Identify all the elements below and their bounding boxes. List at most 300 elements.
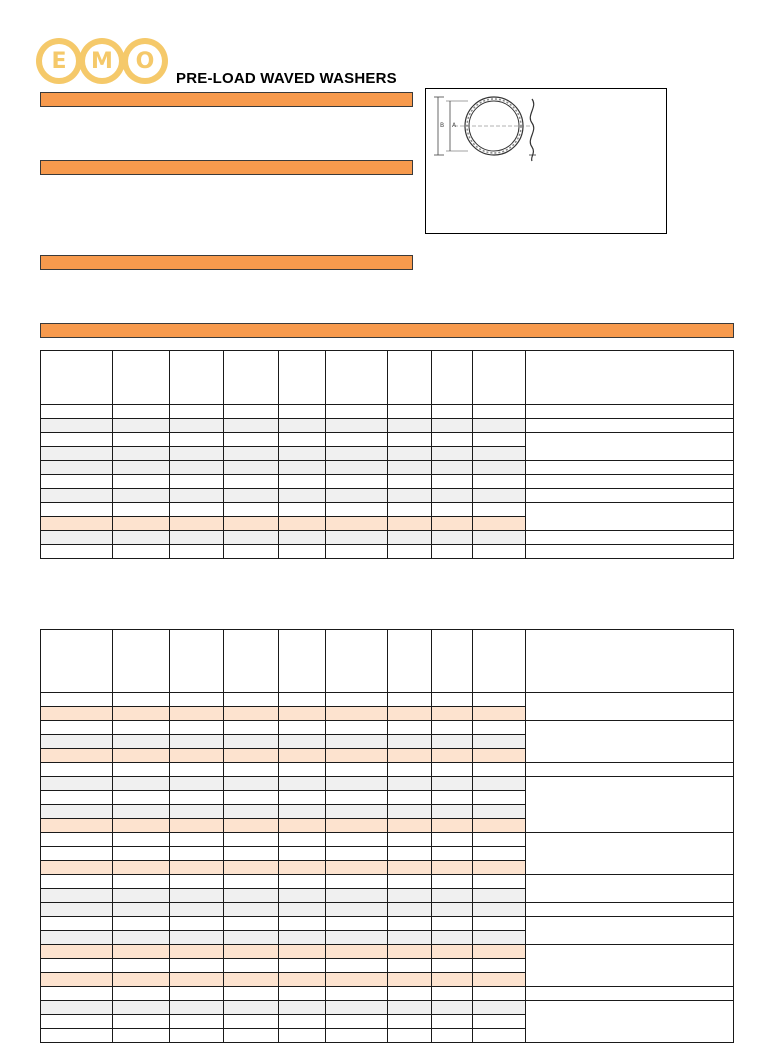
table-cell xyxy=(473,819,526,833)
table-cell xyxy=(113,763,170,777)
table-cell xyxy=(170,791,224,805)
table-cell xyxy=(279,847,326,861)
table-cell xyxy=(224,517,279,531)
table-cell xyxy=(113,1001,170,1015)
table-row xyxy=(41,875,734,889)
table-cell xyxy=(432,875,473,889)
table-cell xyxy=(113,917,170,931)
table-cell xyxy=(41,973,113,987)
table-cell xyxy=(170,889,224,903)
table-cell xyxy=(224,531,279,545)
table-cell xyxy=(41,503,113,517)
table-cell xyxy=(224,707,279,721)
table-cell xyxy=(326,749,388,763)
table-cell xyxy=(41,707,113,721)
table-cell xyxy=(113,903,170,917)
table-cell xyxy=(473,545,526,559)
table-cell xyxy=(388,833,432,847)
table-cell xyxy=(388,447,432,461)
table-cell xyxy=(388,861,432,875)
table-cell xyxy=(473,707,526,721)
table-row xyxy=(41,987,734,1001)
table-cell xyxy=(224,735,279,749)
table-cell xyxy=(388,475,432,489)
logo-letter-o: O xyxy=(128,44,162,78)
notes-cell xyxy=(526,489,734,503)
table-cell xyxy=(388,461,432,475)
table-cell xyxy=(432,777,473,791)
table-cell xyxy=(113,833,170,847)
table-cell xyxy=(113,777,170,791)
table-cell xyxy=(41,735,113,749)
table-cell xyxy=(388,959,432,973)
table-cell xyxy=(279,447,326,461)
table-cell xyxy=(170,763,224,777)
table-cell xyxy=(432,805,473,819)
table-row xyxy=(41,763,734,777)
header-cell xyxy=(326,630,388,693)
table-cell xyxy=(224,833,279,847)
table-row xyxy=(41,1001,734,1015)
header-cell xyxy=(388,630,432,693)
table-cell xyxy=(326,945,388,959)
table-cell xyxy=(113,735,170,749)
table-cell xyxy=(473,1029,526,1043)
table-cell xyxy=(224,903,279,917)
table-cell xyxy=(41,861,113,875)
table-cell xyxy=(279,693,326,707)
table-cell xyxy=(326,805,388,819)
table-cell xyxy=(473,875,526,889)
table-cell xyxy=(473,749,526,763)
table-cell xyxy=(279,861,326,875)
table-cell xyxy=(113,475,170,489)
table-cell xyxy=(279,959,326,973)
table-cell xyxy=(432,819,473,833)
table-cell xyxy=(170,847,224,861)
table-2-body xyxy=(41,630,734,1043)
table-cell xyxy=(432,475,473,489)
table-cell xyxy=(326,461,388,475)
table-cell xyxy=(326,419,388,433)
table-cell xyxy=(224,987,279,1001)
table-cell xyxy=(432,433,473,447)
table-cell xyxy=(432,531,473,545)
table-cell xyxy=(326,777,388,791)
logo-ring-e xyxy=(36,38,82,84)
table-cell xyxy=(473,489,526,503)
header-cell xyxy=(113,630,170,693)
table-cell xyxy=(279,819,326,833)
table-cell xyxy=(473,805,526,819)
table-cell xyxy=(113,693,170,707)
table-cell xyxy=(326,447,388,461)
table-cell xyxy=(170,861,224,875)
table-cell xyxy=(41,819,113,833)
table-cell xyxy=(224,917,279,931)
table-cell xyxy=(473,987,526,1001)
table-cell xyxy=(170,419,224,433)
table-cell xyxy=(170,531,224,545)
notes-cell xyxy=(526,987,734,1001)
table-cell xyxy=(224,777,279,791)
header-cell xyxy=(224,630,279,693)
table-cell xyxy=(388,819,432,833)
table-cell xyxy=(326,517,388,531)
table-cell xyxy=(279,805,326,819)
table-cell xyxy=(113,959,170,973)
notes-cell xyxy=(526,917,734,945)
table-cell xyxy=(279,875,326,889)
notes-cell xyxy=(526,693,734,721)
table-cell xyxy=(432,405,473,419)
table-cell xyxy=(473,531,526,545)
table-cell xyxy=(388,419,432,433)
table-cell xyxy=(41,405,113,419)
section-bar-1 xyxy=(40,92,413,107)
table-cell xyxy=(170,433,224,447)
table-cell xyxy=(279,903,326,917)
notes-cell xyxy=(526,419,734,433)
table-cell xyxy=(224,1001,279,1015)
table-cell xyxy=(432,517,473,531)
table-cell xyxy=(388,903,432,917)
table-cell xyxy=(224,875,279,889)
table-cell xyxy=(473,503,526,517)
table-cell xyxy=(41,475,113,489)
logo-letter-m: M xyxy=(85,44,119,78)
header-cell xyxy=(170,630,224,693)
table-cell xyxy=(473,1015,526,1029)
table-cell xyxy=(388,693,432,707)
table-cell xyxy=(279,931,326,945)
table-cell xyxy=(224,461,279,475)
table-cell xyxy=(432,735,473,749)
table-cell xyxy=(113,875,170,889)
table-cell xyxy=(279,405,326,419)
table-cell xyxy=(170,461,224,475)
table-cell xyxy=(326,531,388,545)
table-cell xyxy=(432,419,473,433)
table-cell xyxy=(388,973,432,987)
header-cell xyxy=(224,351,279,405)
table-cell xyxy=(326,987,388,1001)
table-cell xyxy=(326,917,388,931)
table-cell xyxy=(113,847,170,861)
table-cell xyxy=(388,917,432,931)
table-cell xyxy=(326,861,388,875)
table-cell xyxy=(41,693,113,707)
table-cell xyxy=(224,1015,279,1029)
table-cell xyxy=(279,503,326,517)
table-cell xyxy=(326,819,388,833)
table-cell xyxy=(473,889,526,903)
table-cell xyxy=(326,763,388,777)
table-cell xyxy=(388,805,432,819)
table-cell xyxy=(326,1015,388,1029)
table-cell xyxy=(41,791,113,805)
table-cell xyxy=(432,1001,473,1015)
table-cell xyxy=(224,405,279,419)
table-cell xyxy=(388,749,432,763)
table-cell xyxy=(41,889,113,903)
dimension-label-a: A xyxy=(452,122,457,129)
table-cell xyxy=(170,973,224,987)
table-cell xyxy=(279,461,326,475)
table-cell xyxy=(170,447,224,461)
table-cell xyxy=(279,987,326,1001)
table-cell xyxy=(41,917,113,931)
table-cell xyxy=(432,503,473,517)
header-cell xyxy=(113,351,170,405)
table-cell xyxy=(113,791,170,805)
table-cell xyxy=(41,419,113,433)
notes-cell xyxy=(526,545,734,559)
table-cell xyxy=(473,861,526,875)
table-row xyxy=(41,531,734,545)
table-cell xyxy=(170,1015,224,1029)
table-cell xyxy=(224,447,279,461)
table-cell xyxy=(170,503,224,517)
table-cell xyxy=(41,805,113,819)
section-bar-4 xyxy=(40,323,734,338)
table-cell xyxy=(170,707,224,721)
table-cell xyxy=(41,545,113,559)
table-cell xyxy=(170,833,224,847)
table-cell xyxy=(41,433,113,447)
table-cell xyxy=(326,1029,388,1043)
table-cell xyxy=(432,693,473,707)
table-cell xyxy=(326,545,388,559)
notes-cell xyxy=(526,433,734,461)
table-cell xyxy=(170,777,224,791)
emo-logo xyxy=(36,38,170,88)
table-cell xyxy=(432,889,473,903)
notes-cell xyxy=(526,475,734,489)
table-cell xyxy=(388,791,432,805)
table-header-row xyxy=(41,630,734,693)
table-cell xyxy=(326,433,388,447)
table-cell xyxy=(224,489,279,503)
table-cell xyxy=(326,875,388,889)
table-cell xyxy=(113,419,170,433)
table-cell xyxy=(432,959,473,973)
table-cell xyxy=(41,517,113,531)
table-cell xyxy=(279,489,326,503)
table-cell xyxy=(279,1001,326,1015)
table-cell xyxy=(432,1015,473,1029)
table-cell xyxy=(224,861,279,875)
table-cell xyxy=(279,433,326,447)
table-cell xyxy=(170,805,224,819)
table-cell xyxy=(388,721,432,735)
table-row xyxy=(41,917,734,931)
table-cell xyxy=(388,931,432,945)
table-row xyxy=(41,419,734,433)
table-cell xyxy=(326,721,388,735)
table-cell xyxy=(432,763,473,777)
table-1-body xyxy=(41,351,734,559)
header-cell xyxy=(473,630,526,693)
table-cell xyxy=(388,503,432,517)
table-cell xyxy=(432,987,473,1001)
table-cell xyxy=(170,545,224,559)
table-cell xyxy=(170,735,224,749)
table-cell xyxy=(432,903,473,917)
table-cell xyxy=(326,735,388,749)
table-cell xyxy=(279,545,326,559)
table-cell xyxy=(279,833,326,847)
table-cell xyxy=(113,945,170,959)
table-cell xyxy=(41,777,113,791)
notes-cell xyxy=(526,903,734,917)
table-cell xyxy=(41,903,113,917)
table-row xyxy=(41,461,734,475)
table-cell xyxy=(326,489,388,503)
table-cell xyxy=(473,917,526,931)
table-cell xyxy=(432,791,473,805)
header-cell xyxy=(41,630,113,693)
table-cell xyxy=(170,931,224,945)
table-cell xyxy=(170,903,224,917)
table-cell xyxy=(326,405,388,419)
table-cell xyxy=(279,531,326,545)
table-cell xyxy=(473,475,526,489)
table-cell xyxy=(326,973,388,987)
table-cell xyxy=(432,847,473,861)
table-cell xyxy=(432,833,473,847)
table-cell xyxy=(432,545,473,559)
table-cell xyxy=(170,405,224,419)
table-row xyxy=(41,945,734,959)
table-cell xyxy=(113,433,170,447)
table-cell xyxy=(326,475,388,489)
table-cell xyxy=(473,419,526,433)
table-cell xyxy=(224,763,279,777)
table-cell xyxy=(473,735,526,749)
page-title: PRE-LOAD WAVED WASHERS xyxy=(176,70,397,87)
table-cell xyxy=(279,475,326,489)
washer-drawing xyxy=(432,93,542,173)
table-cell xyxy=(113,707,170,721)
table-cell xyxy=(224,475,279,489)
table-cell xyxy=(113,545,170,559)
table-cell xyxy=(113,987,170,1001)
table-cell xyxy=(326,693,388,707)
table-cell xyxy=(326,903,388,917)
table-cell xyxy=(326,1001,388,1015)
table-cell xyxy=(473,693,526,707)
table-cell xyxy=(170,1001,224,1015)
notes-cell xyxy=(526,945,734,987)
table-row xyxy=(41,721,734,735)
table-row xyxy=(41,777,734,791)
table-cell xyxy=(224,791,279,805)
table-cell xyxy=(41,489,113,503)
table-cell xyxy=(41,833,113,847)
table-cell xyxy=(279,721,326,735)
table-cell xyxy=(326,833,388,847)
table-cell xyxy=(473,763,526,777)
table-cell xyxy=(224,847,279,861)
table-cell xyxy=(113,973,170,987)
table-cell xyxy=(224,433,279,447)
header-cell xyxy=(279,351,326,405)
table-cell xyxy=(388,889,432,903)
table-cell xyxy=(279,1015,326,1029)
table-cell xyxy=(388,489,432,503)
table-cell xyxy=(279,973,326,987)
table-cell xyxy=(432,707,473,721)
table-cell xyxy=(113,749,170,763)
table-cell xyxy=(279,707,326,721)
table-cell xyxy=(432,721,473,735)
table-cell xyxy=(41,959,113,973)
table-cell xyxy=(41,721,113,735)
notes-cell xyxy=(526,875,734,903)
table-cell xyxy=(279,763,326,777)
table-cell xyxy=(224,545,279,559)
table-cell xyxy=(388,875,432,889)
header-cell xyxy=(526,630,734,693)
header-cell xyxy=(279,630,326,693)
header-cell xyxy=(41,351,113,405)
table-cell xyxy=(41,1029,113,1043)
section-bar-3 xyxy=(40,255,413,270)
table-cell xyxy=(41,945,113,959)
table-cell xyxy=(41,1001,113,1015)
table-cell xyxy=(473,833,526,847)
logo-ring-o xyxy=(122,38,168,84)
table-cell xyxy=(388,945,432,959)
table-cell xyxy=(113,861,170,875)
table-cell xyxy=(224,973,279,987)
table-cell xyxy=(41,763,113,777)
table-cell xyxy=(113,721,170,735)
table-cell xyxy=(41,531,113,545)
table-cell xyxy=(279,917,326,931)
table-cell xyxy=(432,945,473,959)
table-cell xyxy=(388,763,432,777)
table-cell xyxy=(279,889,326,903)
table-cell xyxy=(432,861,473,875)
table-cell xyxy=(388,545,432,559)
table-cell xyxy=(224,693,279,707)
table-cell xyxy=(388,1029,432,1043)
table-row xyxy=(41,545,734,559)
table-cell xyxy=(170,987,224,1001)
table-cell xyxy=(473,847,526,861)
table-cell xyxy=(41,931,113,945)
table-cell xyxy=(279,419,326,433)
notes-cell xyxy=(526,503,734,531)
table-cell xyxy=(170,819,224,833)
table-cell xyxy=(326,847,388,861)
table-cell xyxy=(432,447,473,461)
table-cell xyxy=(279,1029,326,1043)
header-cell xyxy=(473,351,526,405)
table-cell xyxy=(170,517,224,531)
table-cell xyxy=(388,517,432,531)
table-cell xyxy=(224,749,279,763)
table-cell xyxy=(41,447,113,461)
notes-cell xyxy=(526,405,734,419)
table-cell xyxy=(113,461,170,475)
section-bar-2 xyxy=(40,160,413,175)
table-cell xyxy=(279,749,326,763)
table-cell xyxy=(326,791,388,805)
notes-cell xyxy=(526,777,734,833)
